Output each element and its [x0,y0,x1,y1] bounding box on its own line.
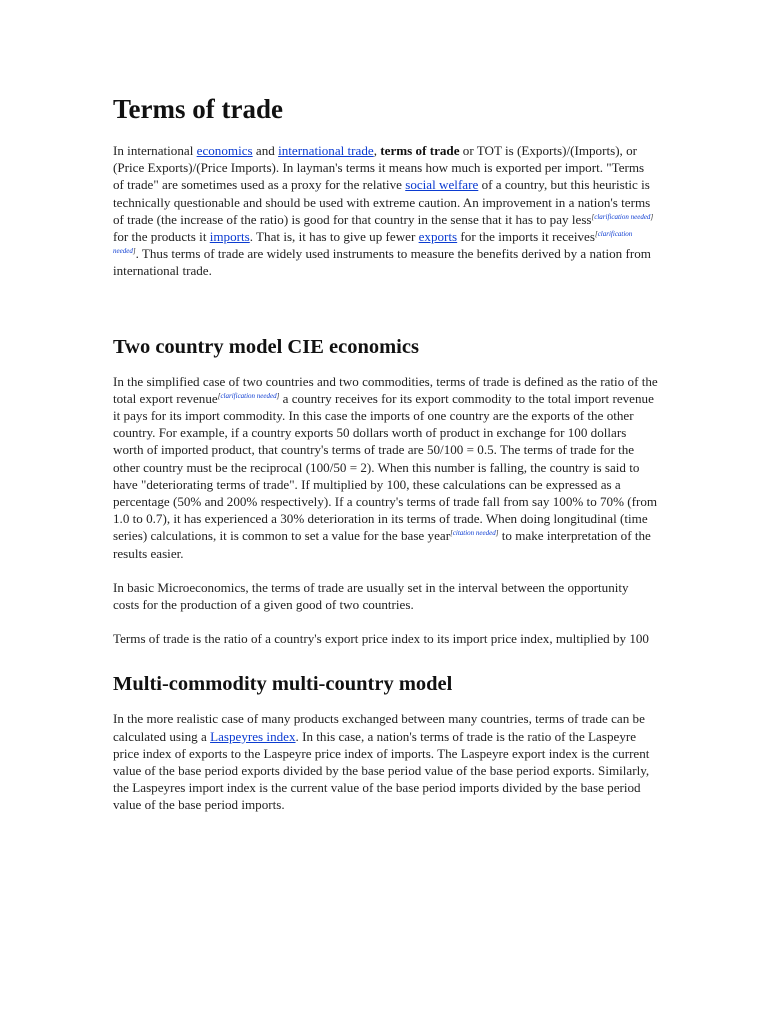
text-run: In international [113,143,197,158]
text-run: , [373,143,381,158]
text-run: . That is, it has to give up fewer [249,229,419,245]
text-run: In the simplified case of two countries and two commodities, terms of trade is defined as the ratio of the total export revenue [113,373,658,406]
link-social-welfare[interactable]: social welfare [405,177,479,193]
section1-paragraph-2: In basic Microeconomics, the terms of trade are usually set in the interval between the opportunity costs for the production of a given good of two countries. [113,579,629,613]
clarification-note: [clarification needed] [217,391,280,400]
text-run: In the more realistic case of many products exchanged between many countries, terms of trade can be calculated using a [113,711,645,744]
text-run: or TOT is (Exports)/(Imports), or (Price Exports)/(Price Imports). In layman's terms it means how much is exported per import. "Terms of trade" are sometimes used as a proxy for the relative [113,143,645,193]
clarification-note: [clarification needed] [113,230,633,256]
section-heading-two-country: Two country model CIE economics [113,335,419,358]
clarification-needed-link[interactable]: clarification needed [113,230,633,256]
link-laspeyres-index[interactable]: Laspeyres index [210,728,296,744]
text-run: a country receives for its export commodity to the total import revenue it pays for its import commodity. In this case the imports of one country are the exports of the other country. For example, if a country exports 50 dollars worth of product in exchange for 100 dollars worth of imported product, that country's terms of trade are 50/100 = 0.5. The terms of trade for the other country must be the reciprocal (100/50 = 2). When this number is falling, the country is said to have "deteriorating terms of trade". If multiplied by 100, these calculations can be expressed as a percentage (50% and 200% respectively). If a country's terms of trade fall from say 100% to 70% (from 1.0 to 0.7), it has experienced a 30% deterioration in its terms of trade. When doing longitudinal (time series) calculations, it is common to set a value for the base year [113,390,658,544]
section-heading-multi-commodity: Multi-commodity multi-country model [113,673,453,696]
link-imports[interactable]: imports [209,229,250,245]
text-run: . Thus terms of trade are widely used instruments to measure the benefits derived by a nation from international trade. [113,246,651,279]
article [113,0,658,814]
section2-paragraph-1 [113,710,658,813]
text-run: . In this case, a nation's terms of trade is the ratio of the Laspeyre price index of exports to the Laspeyre price index of imports. The Laspeyre export index is the current value of the base period exports divided by the base period value of the base period exports. Similarly, the Laspeyres import index is the current value of the base period imports divided by the base period value of the base period imports. [113,728,650,813]
citation-needed-link[interactable]: citation needed [452,529,496,538]
text-run: for the products it [113,229,210,245]
clarification-needed-link[interactable]: clarification needed [594,212,651,221]
section1-paragraph-3: Terms of trade is the ratio of a country's export price index to its import price index, multiplied by 100 [113,631,649,647]
page-title: Terms of trade [113,94,283,124]
text-run: for the imports it receives [457,229,595,245]
link-exports[interactable]: exports [418,229,458,245]
link-economics[interactable]: economics [196,143,253,158]
clarification-needed-link[interactable]: clarification needed [220,391,277,400]
bold-term: terms of trade [380,143,460,158]
link-international-trade[interactable]: international trade [278,143,374,158]
text-run: of a country, but this heuristic is technically questionable and should be used with extreme caution. An improvement in a nation's terms of trade (the increase of the ratio) is good for that country in the sense that it has to pay less [113,177,651,227]
intro-paragraph [113,142,658,280]
citation-note: [citation needed] [450,529,499,538]
clarification-note: [clarification needed] [591,212,654,221]
section1-paragraph-1 [113,373,658,562]
text-run: and [252,143,279,158]
text-run: to make interpretation of the results easier. [113,528,651,561]
